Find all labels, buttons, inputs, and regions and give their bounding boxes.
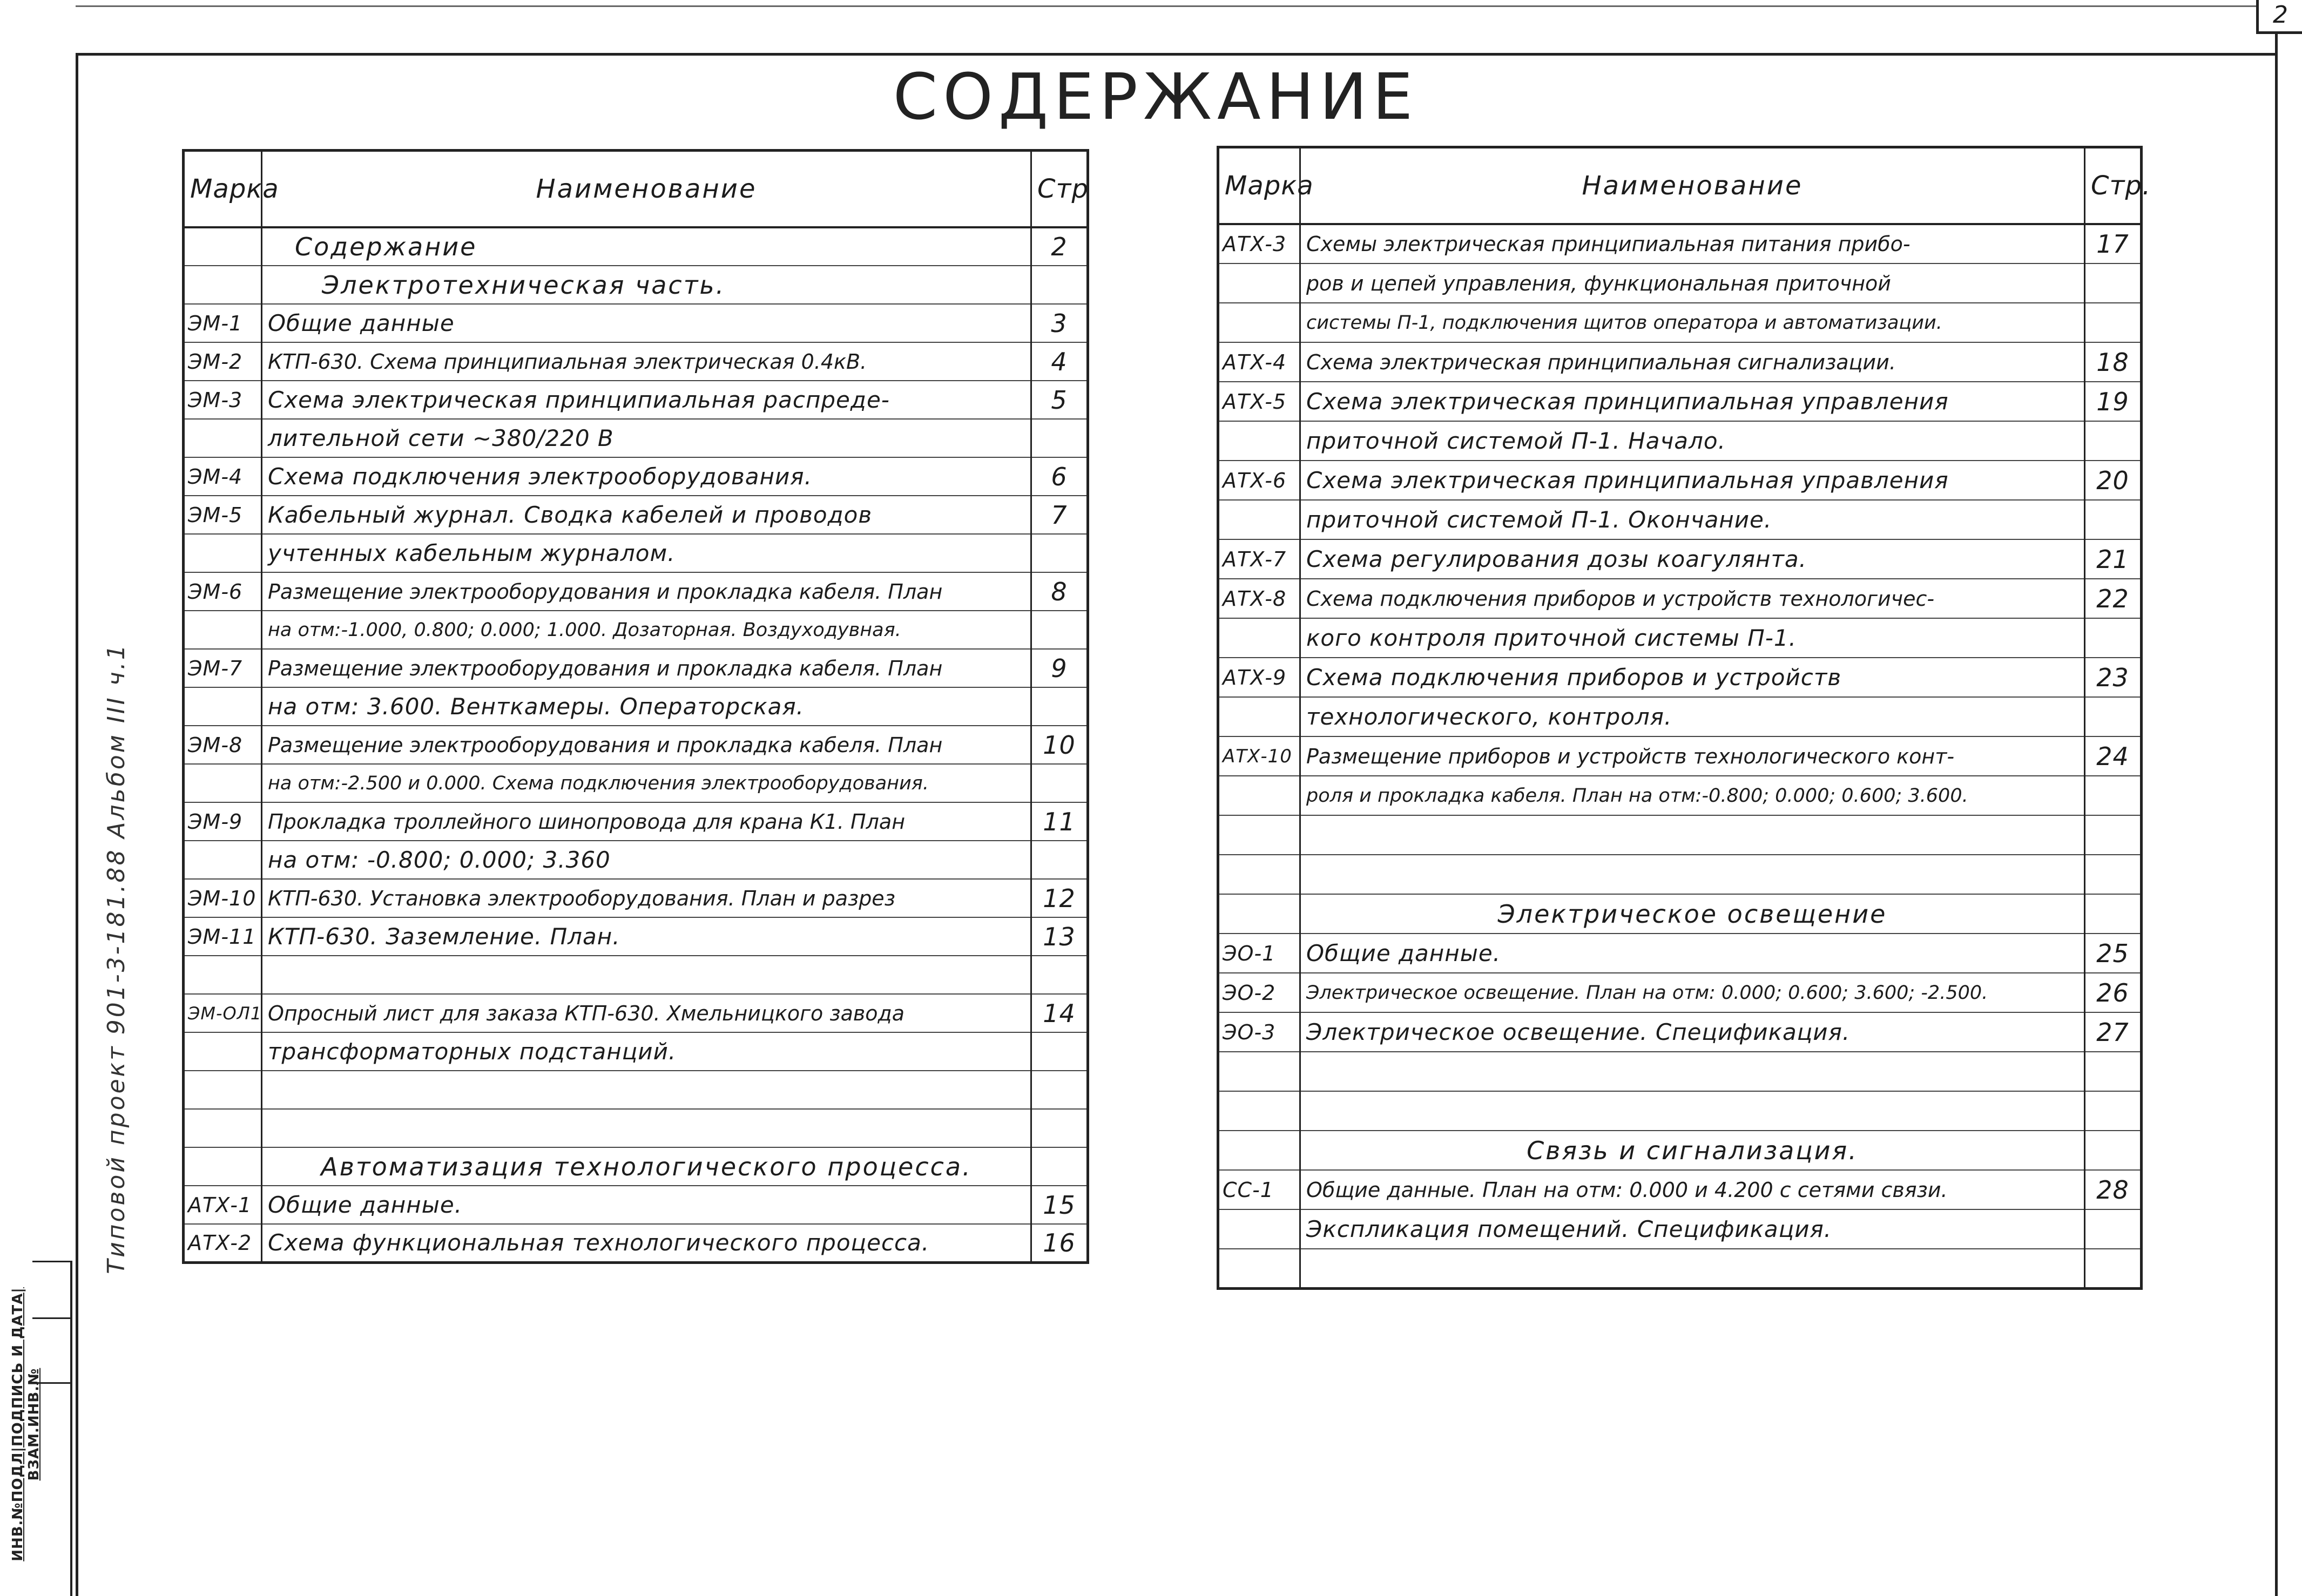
table-row <box>1218 342 2142 382</box>
table-row <box>184 1071 1088 1109</box>
row-name: КТП-630. Схема принципиальная электрическая 0.4кВ. <box>262 342 1031 381</box>
row-page <box>2085 1052 2142 1091</box>
table-row <box>184 496 1088 534</box>
row-mark <box>184 1032 262 1071</box>
table-row <box>184 1032 1088 1071</box>
section-heading: Связь и сигнализация. <box>1300 1131 2085 1170</box>
row-name: Схема подключения приборов и устройств <box>1300 658 2085 697</box>
row-name <box>262 1109 1031 1147</box>
row-mark: ЭМ-5 <box>184 496 262 534</box>
stamp-text: ИНВ.№ПОДЛ|ПОДПИСЬ И ДАТА|ВЗАМ.ИНВ.№ <box>10 1287 42 1561</box>
table-row <box>1218 697 2142 736</box>
table-row <box>1218 579 2142 618</box>
row-page: 24 <box>2085 736 2142 776</box>
row-name: Схема подключения приборов и устройств технологичес- <box>1300 579 2085 618</box>
table-row <box>1218 303 2142 342</box>
row-page: 12 <box>1031 879 1088 917</box>
row-mark: ЭМ-4 <box>184 457 262 496</box>
row-name: Прокладка троллейного шинопровода для крана К1. План <box>262 802 1031 841</box>
table-row <box>184 419 1088 457</box>
table-row <box>184 381 1088 419</box>
row-page: 22 <box>2085 579 2142 618</box>
row-page: 21 <box>2085 539 2142 579</box>
row-name <box>1300 1052 2085 1091</box>
row-page: 7 <box>1031 496 1088 534</box>
row-page <box>1031 266 1088 304</box>
table-row <box>1218 1249 2142 1288</box>
right-contents-table <box>1217 146 2151 1290</box>
column-header-page: Стр. <box>2085 147 2142 225</box>
row-name: Схема функциональная технологического процесса. <box>262 1224 1031 1262</box>
row-name <box>1300 855 2085 894</box>
row-page: 15 <box>1031 1186 1088 1224</box>
frame-left-border <box>76 53 78 1596</box>
row-mark <box>184 266 262 304</box>
row-mark <box>1218 500 1300 539</box>
row-mark <box>184 534 262 572</box>
table-row <box>1218 539 2142 579</box>
row-mark <box>1218 263 1300 303</box>
row-page: 2 <box>1031 227 1088 266</box>
row-mark <box>1218 855 1300 894</box>
row-mark: АТХ-4 <box>1218 342 1300 382</box>
column-header-name: Наименование <box>1300 147 2085 225</box>
row-mark: ЭО-1 <box>1218 934 1300 973</box>
table-row <box>184 1147 1088 1186</box>
row-mark: ЭМ-9 <box>184 802 262 841</box>
row-mark: АТХ-2 <box>184 1224 262 1262</box>
section-heading: Электрическое освещение <box>1300 894 2085 934</box>
row-name: Опросный лист для заказа КТП-630. Хмельницкого завода <box>262 994 1031 1032</box>
row-mark: ЭМ-ОЛ1 <box>184 994 262 1032</box>
row-name: лительной сети ~380/220 В <box>262 419 1031 457</box>
row-page: 10 <box>1031 726 1088 764</box>
table-row <box>1218 263 2142 303</box>
row-page: 3 <box>1031 304 1088 342</box>
table-row <box>184 841 1088 879</box>
row-mark <box>184 1109 262 1147</box>
table-row <box>1218 934 2142 973</box>
table-row <box>1218 973 2142 1012</box>
row-mark <box>1218 815 1300 855</box>
row-page: 8 <box>1031 572 1088 611</box>
row-mark <box>184 419 262 457</box>
row-name: системы П-1, подключения щитов оператора и автоматизации. <box>1300 303 2085 342</box>
row-name: трансформаторных подстанций. <box>262 1032 1031 1071</box>
album-caption: Типовой проект 901-3-181.88 Альбом III ч.1 <box>103 643 130 1274</box>
row-mark <box>184 764 262 802</box>
row-name <box>262 956 1031 994</box>
row-page: 26 <box>2085 973 2142 1012</box>
row-name: Схема электрическая принципиальная сигнализации. <box>1300 342 2085 382</box>
row-page: 28 <box>2085 1170 2142 1209</box>
row-mark: АТХ-10 <box>1218 736 1300 776</box>
table-row <box>184 457 1088 496</box>
row-page <box>1031 419 1088 457</box>
table-row <box>184 802 1088 841</box>
stamp-divider <box>32 1261 70 1262</box>
table-row <box>184 266 1088 304</box>
table-row <box>1218 382 2142 421</box>
row-name: ров и цепей управления, функциональная приточной <box>1300 263 2085 303</box>
table-row <box>1218 1012 2142 1052</box>
row-page <box>2085 855 2142 894</box>
section-heading: Автоматизация технологического процесса. <box>262 1147 1031 1186</box>
row-mark: ЭМ-6 <box>184 572 262 611</box>
row-page: 5 <box>1031 381 1088 419</box>
row-mark: АТХ-3 <box>1218 224 1300 263</box>
row-mark: ЭМ-7 <box>184 649 262 687</box>
row-name <box>262 1071 1031 1109</box>
row-page <box>2085 815 2142 855</box>
row-mark: ЭМ-11 <box>184 917 262 956</box>
table-header-row <box>184 151 1088 228</box>
row-mark <box>1218 618 1300 658</box>
row-name: Содержание <box>262 227 1031 266</box>
frame-right-border <box>2275 31 2278 1596</box>
table-row <box>184 994 1088 1032</box>
row-mark: АТХ-6 <box>1218 461 1300 500</box>
row-mark: АТХ-5 <box>1218 382 1300 421</box>
row-name: технологического, контроля. <box>1300 697 2085 736</box>
row-page <box>2085 1091 2142 1131</box>
sheet-top-line <box>76 5 2256 7</box>
row-name: Схема электрическая принципиальная управления <box>1300 461 2085 500</box>
row-mark: ЭМ-1 <box>184 304 262 342</box>
row-mark <box>1218 1131 1300 1170</box>
row-page <box>1031 534 1088 572</box>
row-page <box>2085 421 2142 461</box>
row-page: 11 <box>1031 802 1088 841</box>
row-page: 16 <box>1031 1224 1088 1262</box>
column-header-name: Наименование <box>262 151 1031 228</box>
row-page <box>1031 1032 1088 1071</box>
table-row <box>1218 855 2142 894</box>
row-name: Электрическое освещение. План на отм: 0.000; 0.600; 3.600; -2.500. <box>1300 973 2085 1012</box>
page-number: 2 <box>2256 0 2302 34</box>
table-row <box>184 534 1088 572</box>
table-row <box>1218 1052 2142 1091</box>
row-name: Электрическое освещение. Спецификация. <box>1300 1012 2085 1052</box>
row-mark: АТХ-8 <box>1218 579 1300 618</box>
table-row <box>184 1186 1088 1224</box>
row-name <box>1300 815 2085 855</box>
row-page <box>1031 1109 1088 1147</box>
row-mark <box>1218 1052 1300 1091</box>
row-page <box>2085 1209 2142 1249</box>
row-name: Схема электрическая принципиальная распреде- <box>262 381 1031 419</box>
table-header-row <box>1218 147 2142 225</box>
row-page <box>2085 303 2142 342</box>
row-mark: СС-1 <box>1218 1170 1300 1209</box>
stamp-divider <box>32 1317 70 1319</box>
row-page: 19 <box>2085 382 2142 421</box>
table-row <box>1218 224 2142 263</box>
row-mark <box>1218 1249 1300 1288</box>
row-mark: ЭМ-10 <box>184 879 262 917</box>
row-page: 17 <box>2085 224 2142 263</box>
row-mark: АТХ-7 <box>1218 539 1300 579</box>
table-row <box>1218 736 2142 776</box>
row-mark: ЭМ-2 <box>184 342 262 381</box>
row-name: на отм: 3.600. Венткамеры. Операторская. <box>262 687 1031 726</box>
table-row <box>184 227 1088 266</box>
row-name <box>1300 1249 2085 1288</box>
row-name: Схемы электрическая принципиальная питания прибо- <box>1300 224 2085 263</box>
table-row <box>1218 618 2142 658</box>
row-mark <box>1218 776 1300 815</box>
page-title: СОДЕРЖАНИЕ <box>893 59 1419 134</box>
row-mark: ЭМ-8 <box>184 726 262 764</box>
row-page: 14 <box>1031 994 1088 1032</box>
table-row <box>184 1224 1088 1262</box>
row-page <box>1031 956 1088 994</box>
row-mark <box>1218 1091 1300 1131</box>
table-row <box>184 342 1088 381</box>
row-page: 6 <box>1031 457 1088 496</box>
table-row <box>1218 421 2142 461</box>
row-mark <box>184 1147 262 1186</box>
row-page: 25 <box>2085 934 2142 973</box>
row-page <box>2085 618 2142 658</box>
row-mark <box>1218 1209 1300 1249</box>
table-row <box>1218 776 2142 815</box>
row-name: учтенных кабельным журналом. <box>262 534 1031 572</box>
row-name: Экспликация помещений. Спецификация. <box>1300 1209 2085 1249</box>
row-page <box>2085 263 2142 303</box>
row-page <box>1031 1147 1088 1186</box>
row-page: 20 <box>2085 461 2142 500</box>
table-row <box>1218 500 2142 539</box>
row-name <box>1300 1091 2085 1131</box>
row-page <box>2085 500 2142 539</box>
table-row <box>184 1109 1088 1147</box>
row-mark <box>184 841 262 879</box>
row-mark: АТХ-9 <box>1218 658 1300 697</box>
row-page <box>1031 687 1088 726</box>
table-row <box>1218 894 2142 934</box>
row-page <box>2085 1249 2142 1288</box>
row-page <box>2085 776 2142 815</box>
row-name: на отм: -0.800; 0.000; 3.360 <box>262 841 1031 879</box>
table-row <box>184 687 1088 726</box>
table-row <box>184 649 1088 687</box>
row-mark <box>184 687 262 726</box>
row-mark <box>184 227 262 266</box>
row-name: Схема электрическая принципиальная управления <box>1300 382 2085 421</box>
table-row <box>184 956 1088 994</box>
row-name: на отм:-1.000, 0.800; 0.000; 1.000. Дозаторная. Воздуходувная. <box>262 611 1031 649</box>
table-row <box>184 304 1088 342</box>
row-name: кого контроля приточной системы П-1. <box>1300 618 2085 658</box>
table-row <box>1218 461 2142 500</box>
row-mark <box>184 956 262 994</box>
row-mark <box>1218 421 1300 461</box>
row-name: Общие данные. <box>1300 934 2085 973</box>
row-name: Общие данные. <box>262 1186 1031 1224</box>
row-mark <box>1218 894 1300 934</box>
left-contents-table <box>182 149 1089 1264</box>
row-page <box>1031 1071 1088 1109</box>
row-name: приточной системой П-1. Окончание. <box>1300 500 2085 539</box>
row-name: КТП-630. Установка электрооборудования. План и разрез <box>262 879 1031 917</box>
row-page <box>2085 894 2142 934</box>
row-page <box>2085 1131 2142 1170</box>
row-name: на отм:-2.500 и 0.000. Схема подключения электрооборудования. <box>262 764 1031 802</box>
row-name: Общие данные <box>262 304 1031 342</box>
row-page: 4 <box>1031 342 1088 381</box>
row-name: КТП-630. Заземление. План. <box>262 917 1031 956</box>
table-row <box>184 572 1088 611</box>
row-page: 23 <box>2085 658 2142 697</box>
row-page: 13 <box>1031 917 1088 956</box>
section-heading: Электротехническая часть. <box>262 266 1031 304</box>
table-row <box>184 611 1088 649</box>
row-page: 9 <box>1031 649 1088 687</box>
table-row <box>184 764 1088 802</box>
row-page: 27 <box>2085 1012 2142 1052</box>
row-name: Общие данные. План на отм: 0.000 и 4.200 с сетями связи. <box>1300 1170 2085 1209</box>
row-mark <box>184 1071 262 1109</box>
table-row <box>1218 1209 2142 1249</box>
row-name: Размещение электрооборудования и прокладка кабеля. План <box>262 649 1031 687</box>
row-mark <box>1218 697 1300 736</box>
column-header-mark: Марка <box>184 151 262 228</box>
row-page <box>2085 697 2142 736</box>
column-header-page: Стр <box>1031 151 1088 228</box>
row-mark <box>1218 303 1300 342</box>
row-page <box>1031 611 1088 649</box>
table-row <box>184 726 1088 764</box>
row-page: 18 <box>2085 342 2142 382</box>
table-row <box>184 917 1088 956</box>
row-page <box>1031 764 1088 802</box>
table-row <box>1218 658 2142 697</box>
table-row <box>1218 1091 2142 1131</box>
row-name: Схема подключения электрооборудования. <box>262 457 1031 496</box>
row-mark: АТХ-1 <box>184 1186 262 1224</box>
table-row <box>1218 1131 2142 1170</box>
row-name: роля и прокладка кабеля. План на отм:-0.800; 0.000; 0.600; 3.600. <box>1300 776 2085 815</box>
row-mark: ЭО-2 <box>1218 973 1300 1012</box>
table-row <box>1218 815 2142 855</box>
table-row <box>184 879 1088 917</box>
row-mark: ЭМ-3 <box>184 381 262 419</box>
row-mark <box>184 611 262 649</box>
row-name: приточной системой П-1. Начало. <box>1300 421 2085 461</box>
row-name: Размещение электрооборудования и прокладка кабеля. План <box>262 726 1031 764</box>
row-name: Размещение приборов и устройств технологического конт- <box>1300 736 2085 776</box>
frame-top-border <box>76 53 2278 56</box>
row-mark: ЭО-3 <box>1218 1012 1300 1052</box>
row-name: Кабельный журнал. Сводка кабелей и проводов <box>262 496 1031 534</box>
row-name: Размещение электрооборудования и прокладка кабеля. План <box>262 572 1031 611</box>
row-name: Схема регулирования дозы коагулянта. <box>1300 539 2085 579</box>
column-header-mark: Марка <box>1218 147 1300 225</box>
row-page <box>1031 841 1088 879</box>
table-row <box>1218 1170 2142 1209</box>
